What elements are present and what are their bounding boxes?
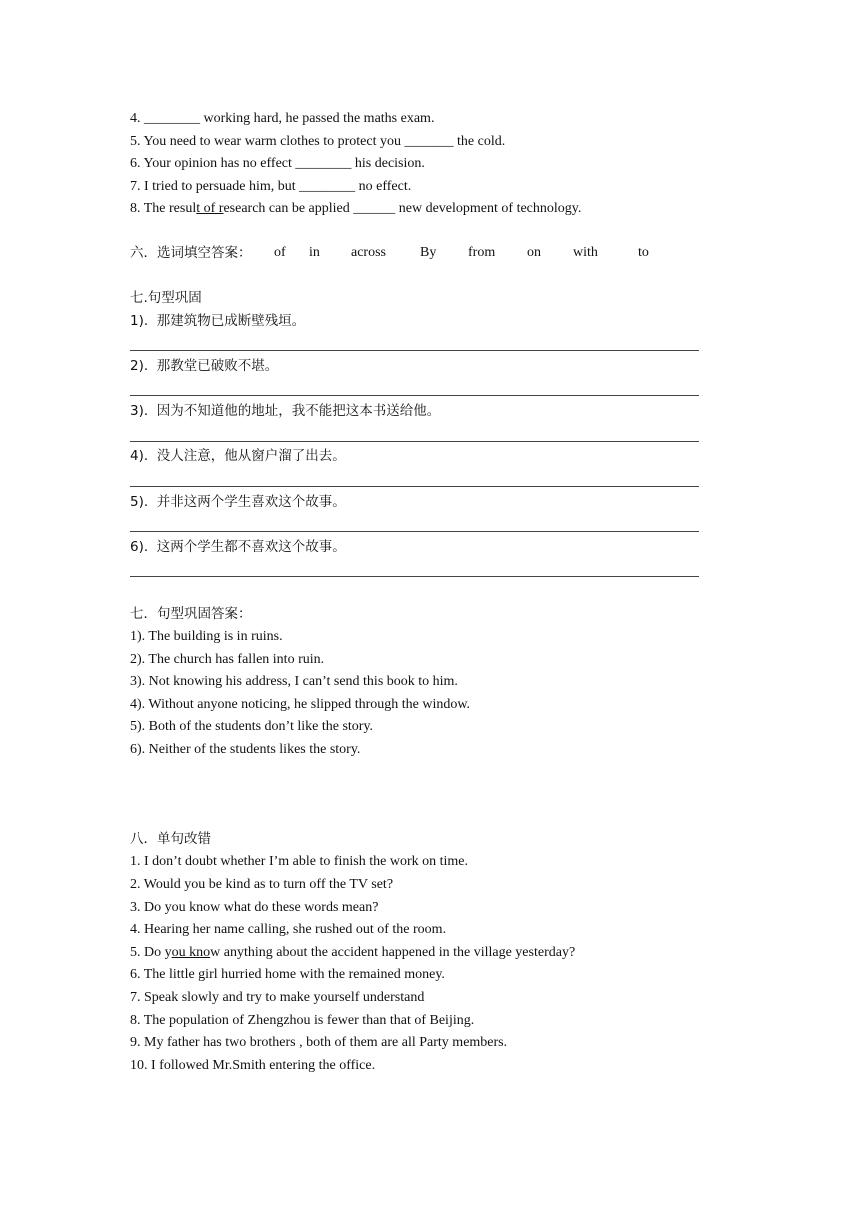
answer-word: from [468,245,496,260]
correction-item: 2. Would you be kind as to turn off the TV set? [130,877,394,892]
answer-word: By [420,245,437,260]
fill-in-item-6: 6. Your opinion has no effect ________ his decision. [130,156,425,171]
item-8-underlined: t of r [196,201,224,216]
correction-item: 9. My father has two brothers , both of them are all Party members. [130,1035,508,1050]
prompt-3: 3). 因为不知道他的地址，我不能把这本书送给他。 [130,403,441,419]
prompt-5: 5). 并非这两个学生喜欢这个故事。 [130,494,346,510]
answer-word: of [274,245,286,260]
answer-word: on [527,245,541,260]
correction-item: 10. I followed Mr.Smith entering the office. [130,1058,376,1073]
prompt-4: 4). 没人注意，他从窗户溜了出去。 [130,448,346,464]
item-8-text-start: 8. The resul [130,201,197,216]
correction-item: 3. Do you know what do these words mean? [130,900,379,915]
answer-line [130,531,699,532]
answer-word: across [351,245,386,260]
correction-item: 7. Speak slowly and try to make yourself understand [130,990,425,1005]
answer-line [130,441,699,442]
answer-word: with [573,245,598,260]
prompt-2: 2). 那教堂已破败不堪。 [130,358,279,374]
correction-item: 4. Hearing her name calling, she rushed out of the room. [130,922,447,937]
prompt-1: 1). 那建筑物已成断壁残垣。 [130,313,306,329]
answer-7-item: 6). Neither of the students likes the story. [130,742,361,757]
fill-in-item-7: 7. I tried to persuade him, but ________ no effect. [130,179,412,194]
section-7-title: 七.句型巩固 [130,290,202,306]
answers-7-title: 七．句型巩固答案： [130,606,252,622]
answer-7-item: 3). Not knowing his address, I can’t send this book to him. [130,674,458,689]
item-8-text-end: esearch can be applied ______ new development of technology. [223,201,582,216]
answer-line [130,350,699,351]
answer-7-item: 2). The church has fallen into ruin. [130,652,325,667]
answer-line [130,576,699,577]
answer-line [130,486,699,487]
prompt-6: 6). 这两个学生都不喜欢这个故事。 [130,539,346,555]
answer-7-item: 1). The building is in ruins. [130,629,283,644]
section-8-title: 八．单句改错 [130,831,211,847]
item-5-text-end: w anything about the accident happened in the village yesterday? [210,945,576,960]
correction-item: 6. The little girl hurried home with the remained money. [130,967,445,982]
answers-6-label: 六．选词填空答案： [130,245,252,261]
correction-item: 8. The population of Zhengzhou is fewer than that of Beijing. [130,1013,475,1028]
answer-7-item: 4). Without anyone noticing, he slipped through the window. [130,697,471,712]
answer-word: in [309,245,320,260]
answer-7-item: 5). Both of the students don’t like the story. [130,719,374,734]
item-5-text-start: 5. Do y [130,945,172,960]
fill-in-item-5: 5. You need to wear warm clothes to protect you _______ the cold. [130,134,506,149]
answer-line [130,395,699,396]
item-5-underlined: ou kno [171,945,211,960]
correction-item: 1. I don’t doubt whether I’m able to finish the work on time. [130,854,469,869]
fill-in-item-8 [130,200,581,218]
correction-item-5 [130,944,575,962]
fill-in-item-4: 4. ________ working hard, he passed the maths exam. [130,111,435,126]
answer-word: to [638,245,649,260]
